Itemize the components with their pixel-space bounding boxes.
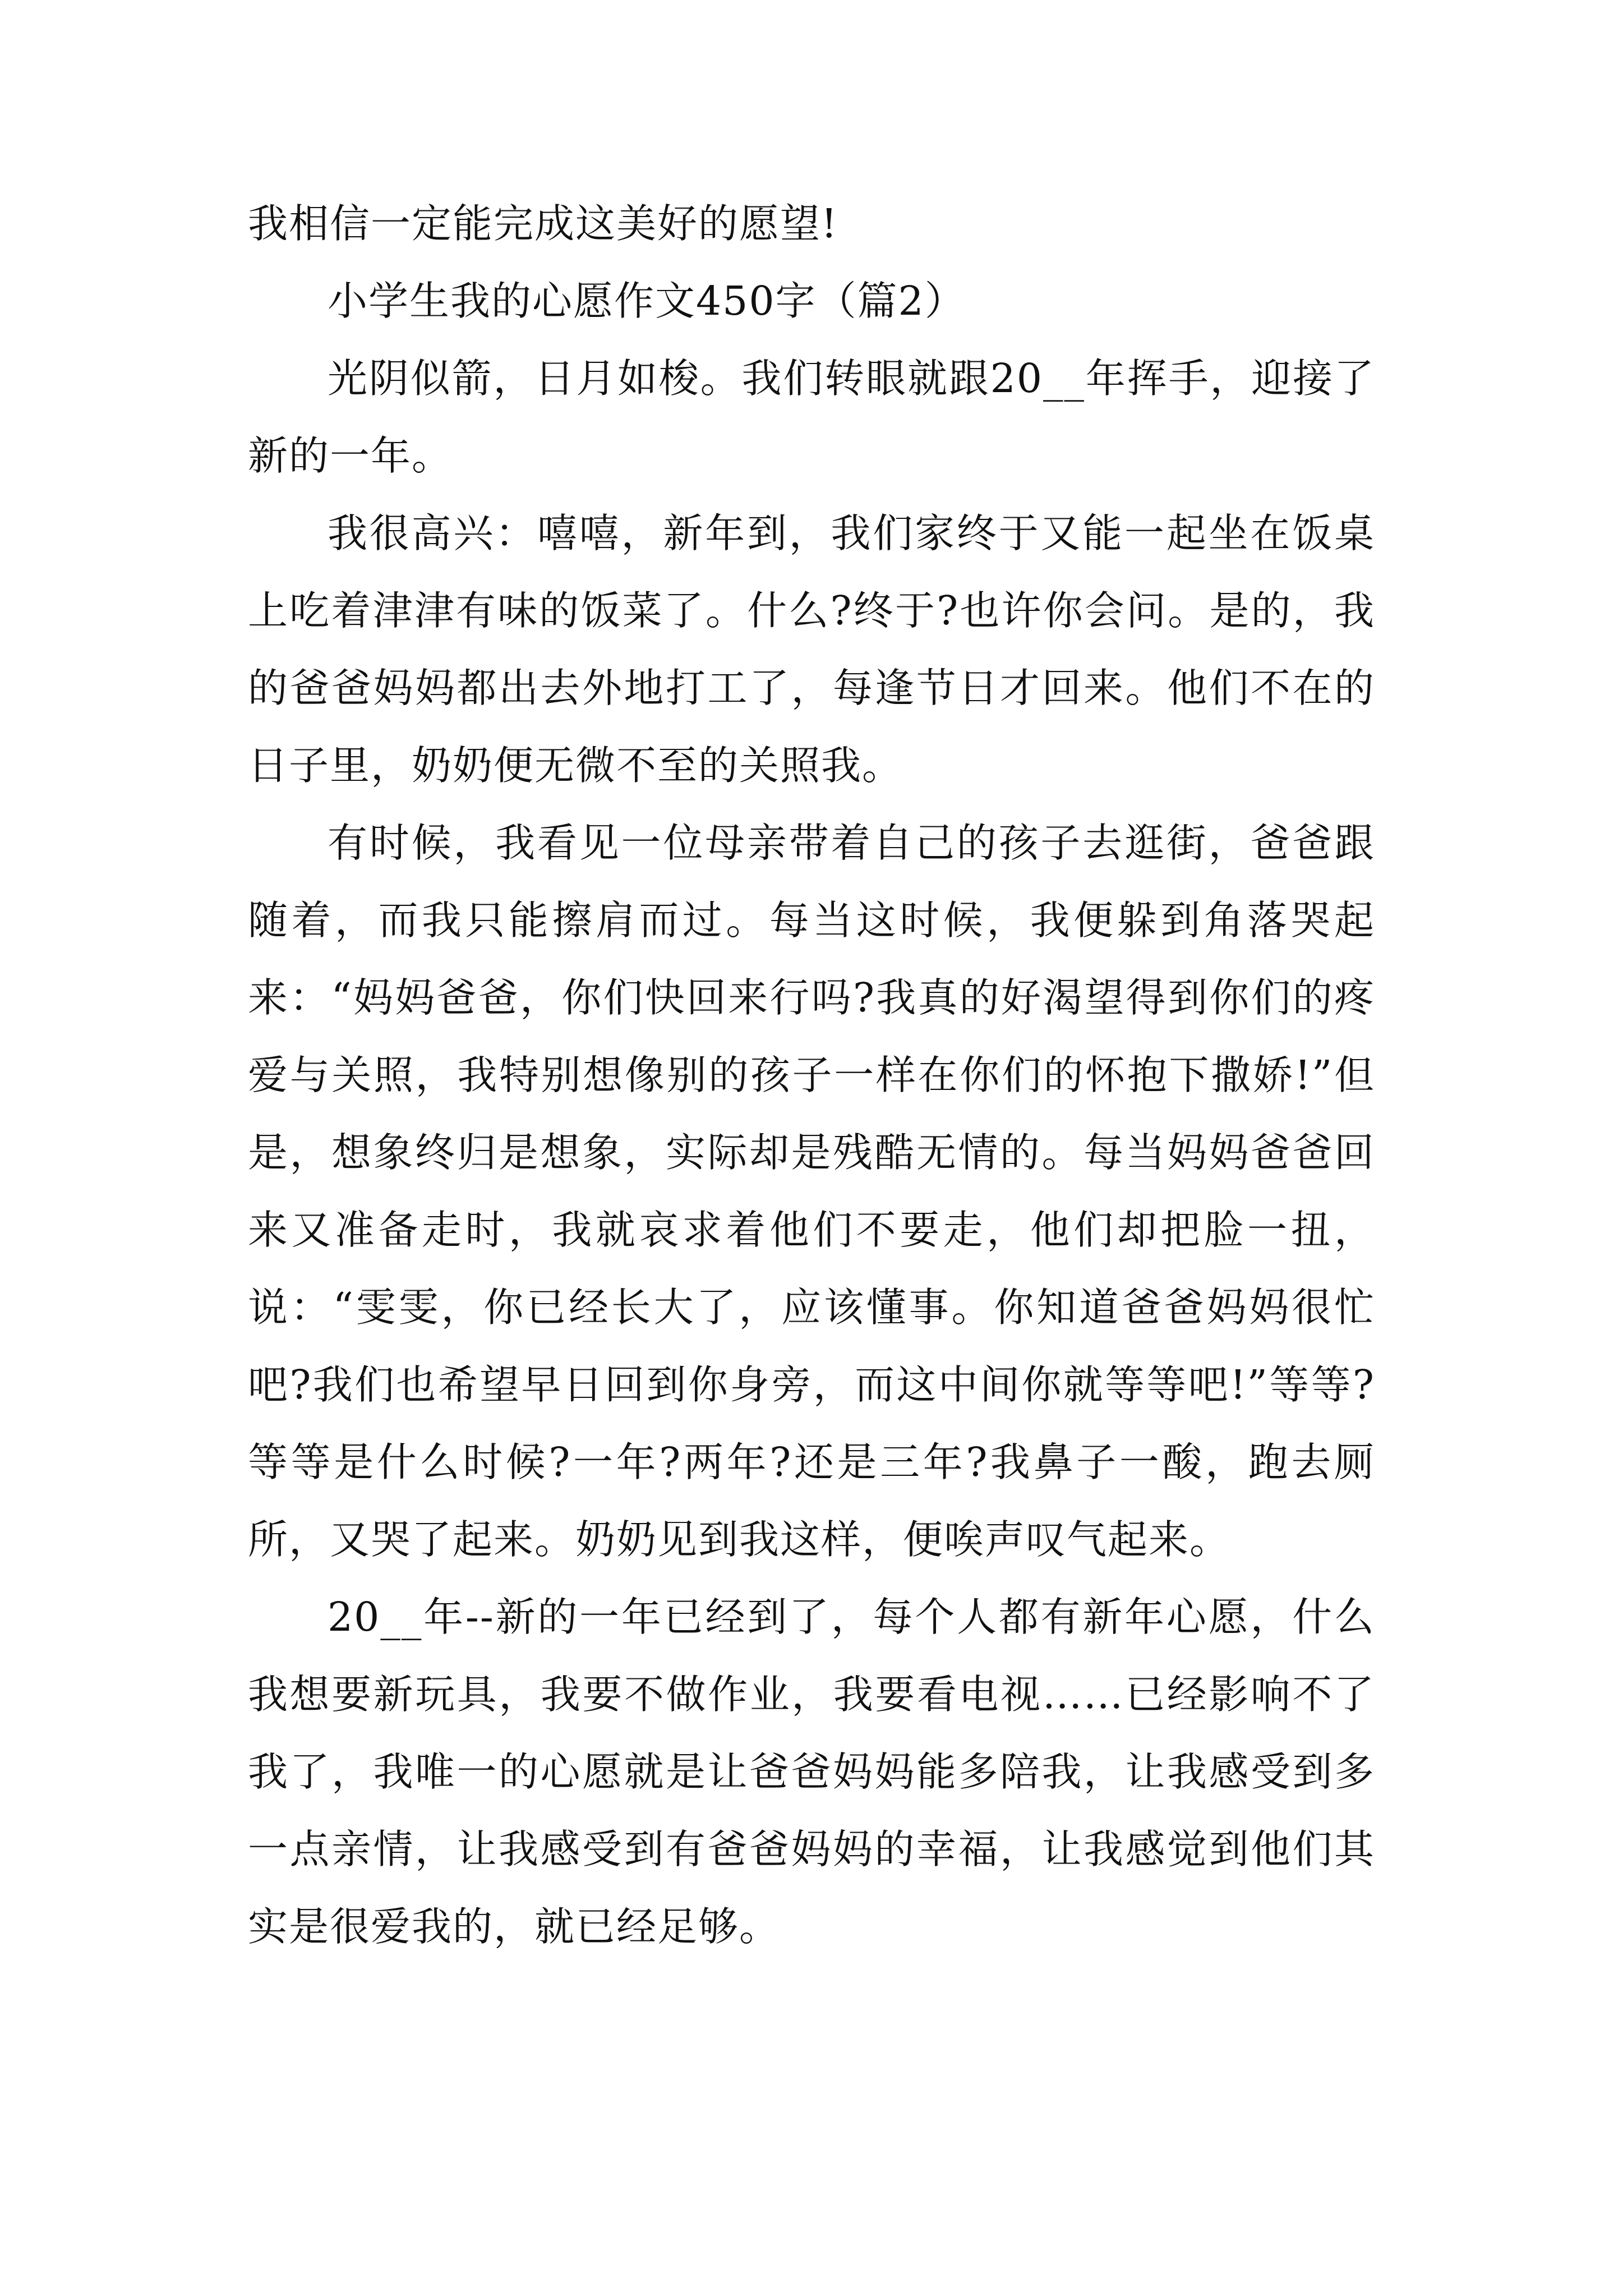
section-title: 小学生我的心愿作文450字（篇2）: [328, 278, 966, 324]
paragraph-3: 有时候，我看见一位母亲带着自己的孩子去逛街，爸爸跟随着，而我只能擦肩而过。每当这时候，我便躲到角落哭起来：“妈妈爸爸，你们快回来行吗?我真的好渴望得到你们的疼爱与关照，我特别想像别的孩子一样在你们的怀抱下撒娇!”但是，想象终归是想象，实际却是残酷无情的。每当妈妈爸爸回来又准备走时，我就哀求着他们不要走，他们却把脸一扭，说：“雯雯，你已经长大了，应该懂事。你知道爸爸妈妈很忙吧?我们也希望早日回到你身旁，而这中间你就等等吧!”等等?等等是什么时候?一年?两年?还是三年?我鼻子一酸，跑去厕所，又哭了起来。奶奶见到我这样，便唉声叹气起来。: [248, 820, 1375, 1563]
paragraph-1: 光阴似箭，日月如梭。我们转眼就跟20__年挥手，迎接了新的一年。: [248, 355, 1375, 479]
paragraph-4: 20__年--新的一年已经到了，每个人都有新年心愿，什么我想要新玩具，我要不做作业，我要看电视……已经影响不了我了，我唯一的心愿就是让爸爸妈妈能多陪我，让我感受到多一点亲情，让我感受到有爸爸妈妈的幸福，让我感觉到他们其实是很爱我的，就已经足够。: [248, 1594, 1375, 1950]
document-body: [248, 185, 1375, 1966]
continuation-line: 我相信一定能完成这美好的愿望!: [248, 200, 838, 247]
paragraph-2: 我很高兴：嘻嘻，新年到，我们家终于又能一起坐在饭桌上吃着津津有味的饭菜了。什么?终于?也许你会问。是的，我的爸爸妈妈都出去外地打工了，每逢节日才回来。他们不在的日子里，奶奶便无微不至的关照我。: [248, 510, 1375, 789]
